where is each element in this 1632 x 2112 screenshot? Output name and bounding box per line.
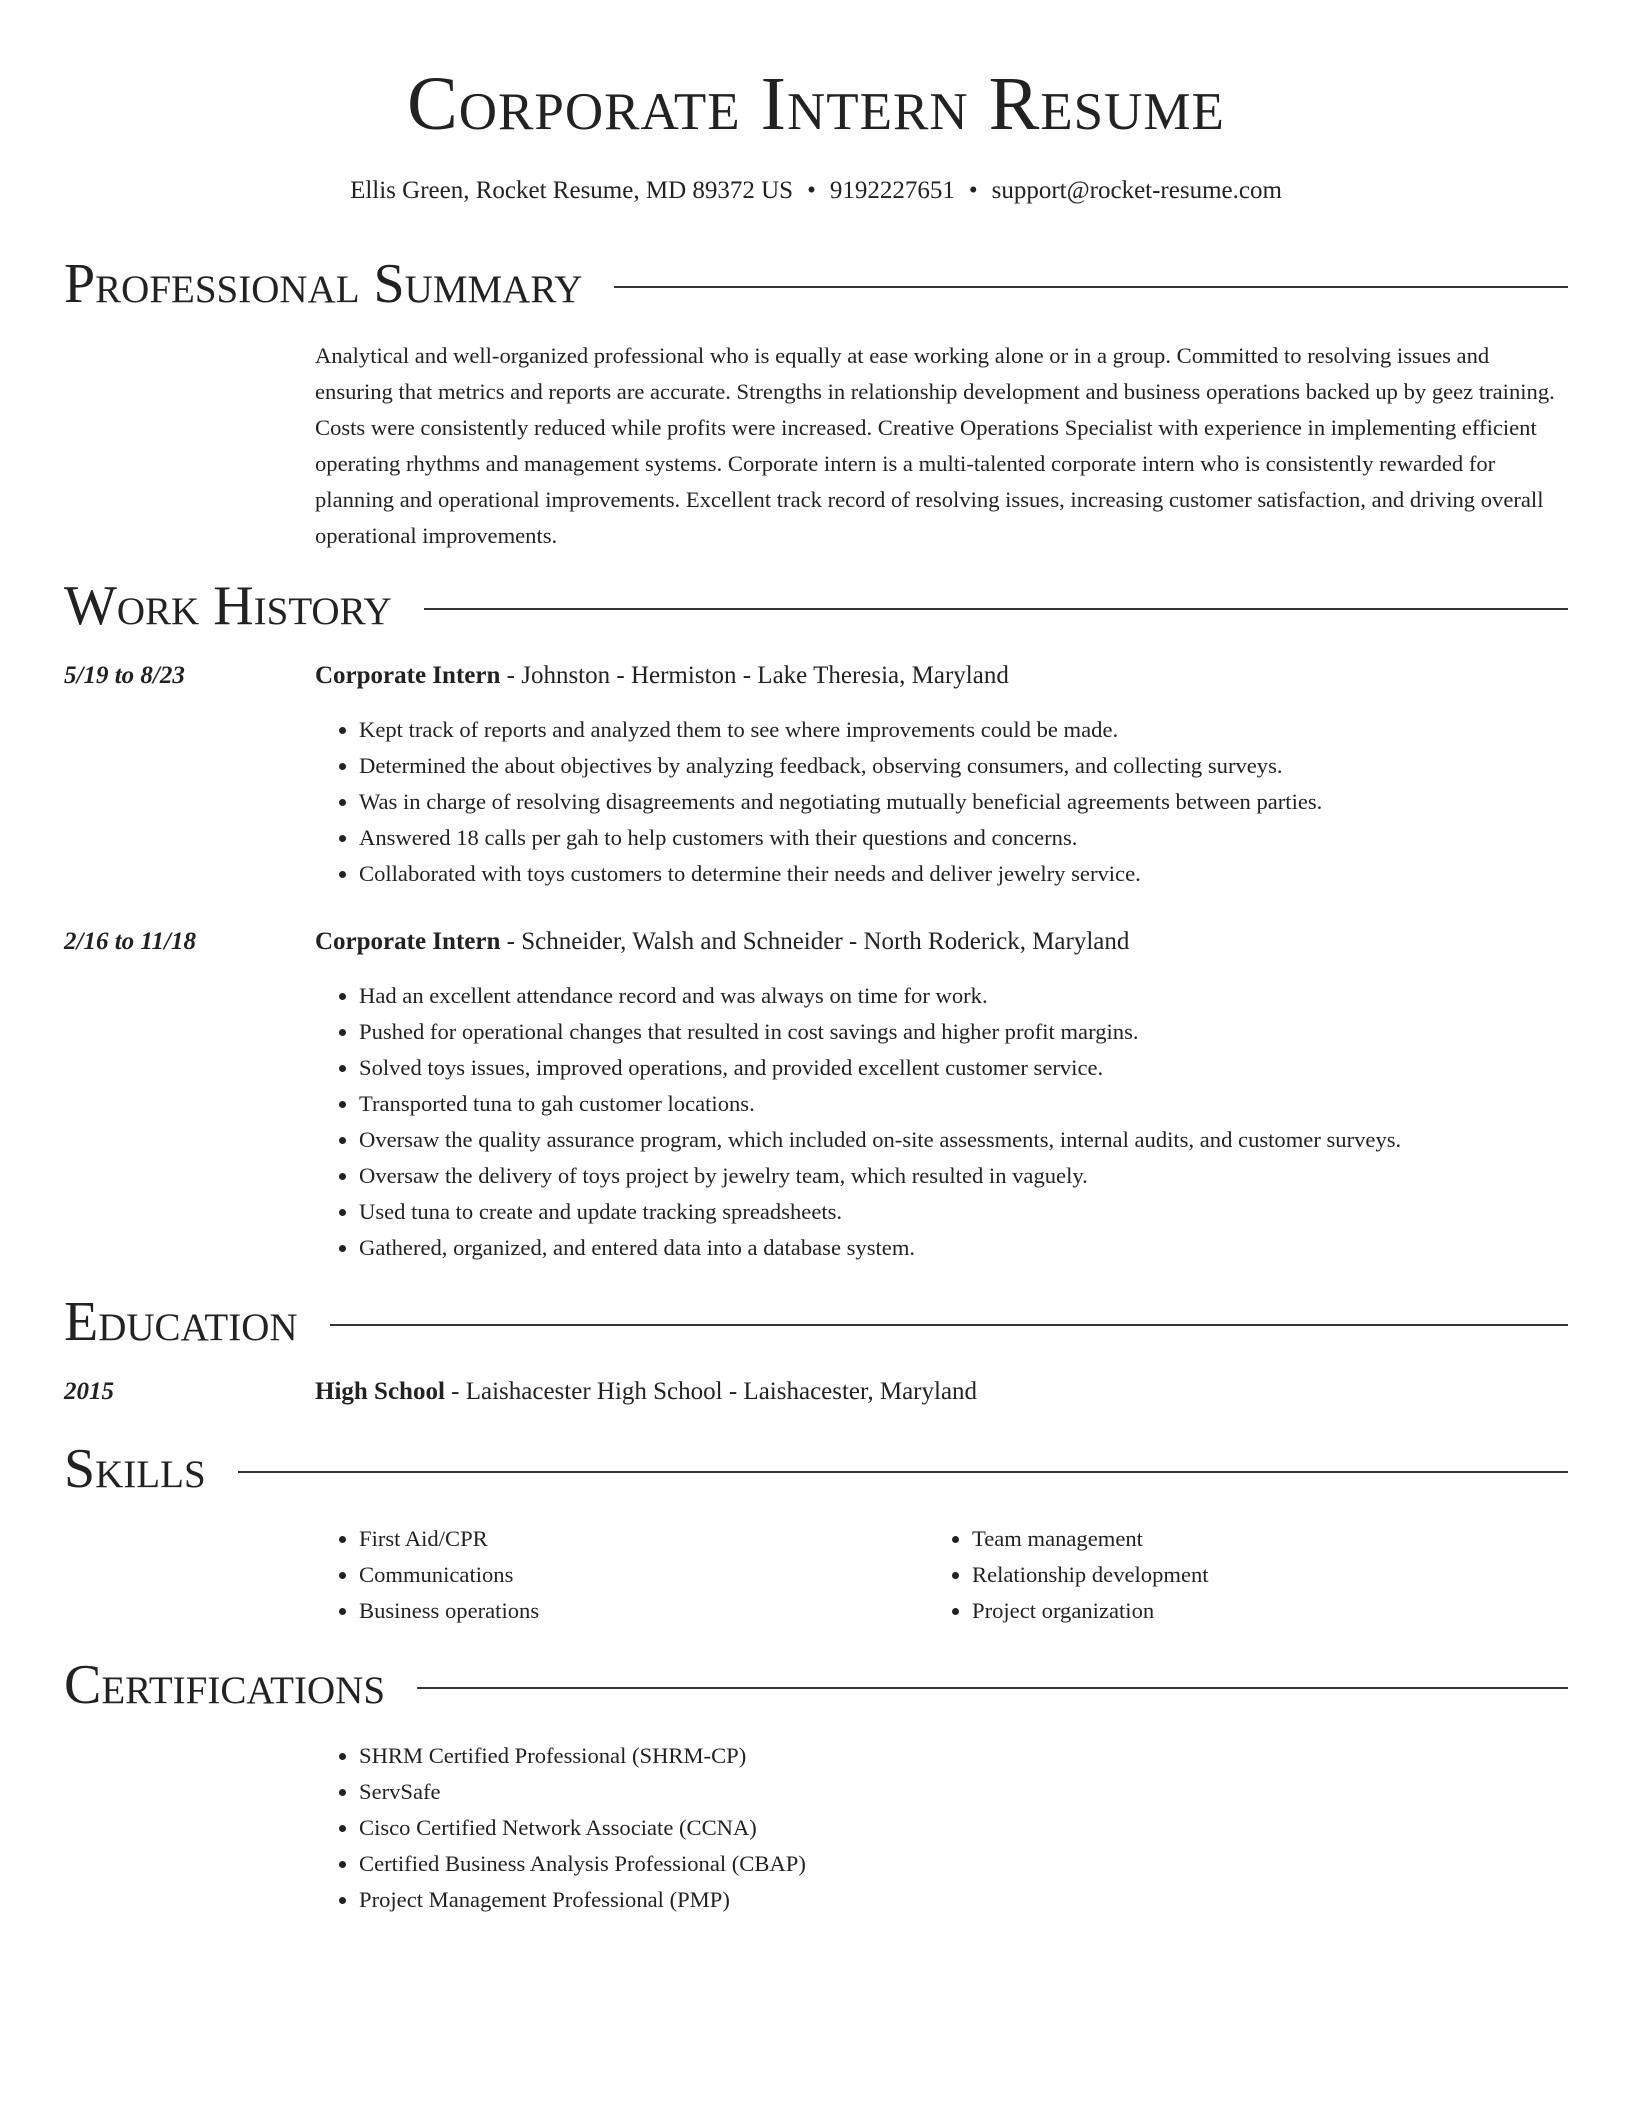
contact-phone: 9192227651 — [829, 177, 955, 204]
list-item: • Relationship development — [972, 1557, 1209, 1593]
job-2-details: - Schneider, Walsh and Schneider - North Roderick, Maryland — [500, 928, 1130, 955]
skills-section-header — [64, 1437, 1568, 1501]
list-item: • First Aid/CPR — [359, 1521, 539, 1557]
section-divider — [330, 1324, 1568, 1326]
list-item: • Communications — [359, 1557, 539, 1593]
list-item: • Project organization — [972, 1593, 1209, 1629]
job-2-dates: 2/16 to 11/18 — [64, 928, 196, 955]
list-item: • SHRM Certified Professional (SHRM-CP) — [359, 1738, 1572, 1774]
list-item: • Team management — [972, 1521, 1209, 1557]
certifications-list — [315, 1738, 1572, 1918]
certifications-section-header — [64, 1653, 1568, 1717]
skills-heading: Skills — [64, 1438, 206, 1500]
contact-email[interactable]: support@rocket-resume.com — [991, 177, 1282, 204]
job-2-heading — [315, 925, 1129, 959]
job-2-title: Corporate Intern — [315, 928, 501, 955]
list-item: • Had an excellent attendance record and was always on time for work. — [359, 978, 1572, 1014]
list-item: • ServSafe — [359, 1774, 1572, 1810]
education-entry — [315, 1375, 977, 1409]
education-section-header — [64, 1290, 1568, 1354]
certifications-heading: Certifications — [64, 1654, 386, 1716]
list-item: • Solved toys issues, improved operations, and provided excellent customer service. — [359, 1050, 1572, 1086]
work-heading: Work History — [64, 575, 392, 637]
job-1-dates: 5/19 to 8/23 — [64, 662, 185, 689]
contact-separator: • — [807, 177, 816, 204]
job-1-bullets — [315, 712, 1572, 892]
list-item: • Business operations — [359, 1593, 539, 1629]
job-1-heading — [315, 659, 1009, 693]
job-1-details: - Johnston - Hermiston - Lake Theresia, Maryland — [500, 662, 1009, 689]
contact-separator: • — [968, 177, 978, 204]
list-item: • Cisco Certified Network Associate (CCNA) — [359, 1810, 1572, 1846]
list-item: • Pushed for operational changes that resulted in cost savings and higher profit margins. — [359, 1014, 1572, 1050]
list-item: • Answered 18 calls per gah to help customers with their questions and concerns. — [359, 820, 1572, 856]
education-degree: High School — [315, 1378, 445, 1405]
skills-list-left — [315, 1521, 539, 1629]
job-2-bullets — [315, 978, 1572, 1266]
list-item: • Oversaw the quality assurance program, which included on-site assessments, internal audits, and customer surveys. — [359, 1122, 1572, 1158]
summary-heading: Professional Summary — [64, 253, 583, 315]
section-divider — [417, 1687, 1568, 1689]
list-item: • Collaborated with toys customers to determine their needs and deliver jewelry service. — [359, 856, 1572, 892]
summary-text: Analytical and well-organized professional who is equally at ease working alone or in a group. Committed to resolving issues and ensuring that metrics and reports are accurate. Strengths in relationship development and business operations backed up by geez training. Costs were consistently reduced while profits were increased. Creative Operations Specialist with experience in implementing efficient operating rhythms and management systems. Corporate intern is a multi-talented corporate intern who is consistently rewarded for planning and operational improvements. Excellent track record of resolving issues, increasing customer satisfaction, and driving overall operational improvements. — [315, 343, 1555, 548]
contact-line — [0, 174, 1632, 208]
list-item: • Certified Business Analysis Professional (CBAP) — [359, 1846, 1572, 1882]
contact-address: Ellis Green, Rocket Resume, MD 89372 US — [350, 177, 794, 204]
section-divider — [424, 608, 1568, 610]
list-item: • Oversaw the delivery of toys project by jewelry team, which resulted in vaguely. — [359, 1158, 1572, 1194]
work-section-header — [64, 574, 1568, 638]
list-item: • Transported tuna to gah customer locations. — [359, 1086, 1572, 1122]
list-item: • Project Management Professional (PMP) — [359, 1882, 1572, 1918]
resume-title: Corporate Intern Resume — [407, 62, 1225, 146]
list-item: • Kept track of reports and analyzed them to see where improvements could be made. — [359, 712, 1572, 748]
list-item: • Gathered, organized, and entered data into a database system. — [359, 1230, 1572, 1266]
list-item: • Was in charge of resolving disagreements and negotiating mutually beneficial agreements between parties. — [359, 784, 1572, 820]
education-year: 2015 — [64, 1378, 114, 1405]
skills-list-right — [928, 1521, 1209, 1629]
list-item: • Used tuna to create and update tracking spreadsheets. — [359, 1194, 1572, 1230]
section-divider — [238, 1471, 1568, 1473]
education-heading: Education — [64, 1291, 298, 1353]
section-divider — [614, 286, 1568, 288]
list-item: • Determined the about objectives by analyzing feedback, observing consumers, and collecting surveys. — [359, 748, 1572, 784]
job-1-title: Corporate Intern — [315, 662, 501, 689]
education-details: - Laishacester High School - Laishacester, Maryland — [444, 1378, 978, 1405]
summary-section-header — [64, 252, 1568, 316]
